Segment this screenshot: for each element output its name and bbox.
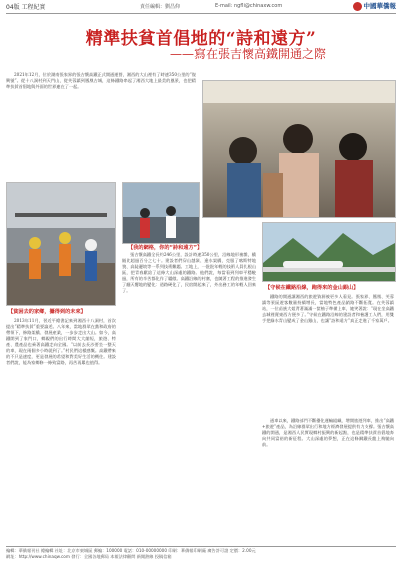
logo-icon: [353, 2, 362, 11]
masthead-logo: 中國華僑報: [353, 1, 397, 11]
headline-title: 精準扶貧首倡地的“詩和遠方”: [85, 29, 317, 49]
article-intro-text: 2021年12月，位於湖南張家界的張吉懷高鐵正式開通運營，湘西的大山裡有了時速350公里的“復興號”。從十八洞村到天門山，從芙蓉鎮到鳳凰古城，這條鐵路串起了湘西大地上最美的風景，也把精準扶貧首倡地與外面的世界連在了一起。: [6, 72, 196, 89]
page-footer: [6, 548, 396, 560]
photo-construction-crew-image: [7, 183, 115, 305]
page-label: 04版 工程紀實: [6, 4, 46, 11]
photo-rail-landscape-image: [263, 223, 395, 281]
photo-train-passengers-image: [203, 81, 395, 217]
headline-subtitle: ——寫在張吉懷高鐵開通之際: [170, 47, 327, 61]
column-1-text: 2013年11月，習近平總書記來到湘西十八洞村，首次提出“精準扶貧”重要論述。八年來，當地群眾在黨和政府的帶領下，修路架橋、發展產業，一步步走出大山。如今，高鐵開到了家門口，鄉親們的出行時間大大縮短，旅遊、特產、農產品也乘著高鐵走向全國。“以前去長沙要坐一整天的車，現在兩個多小時就到了。”村民們這樣感慨。高鐵帶來的不只是速度，更是發展的希望和對美好生活的嚮往。建設者們說，能為家鄉修一條致富路，再苦再累也值得。: [6, 318, 116, 365]
column-3-text: 鐵路的開通讓湘西的旅遊資源被更多人看見。張家界、鳳凰、芙蓉鎮等景區遊客數量持續增長，當地特色產品銷路不斷拓寬。在芙蓉鎮站，一位苗族大姐背著滿滿一筐柚子準備上車，她笑著說：“現在坐高鐵去城裡賣東西方便多了。”守候在鐵路沿線的建設者和養護工人們，用雙手把綠水青山變成了金山銀山，也讓“詩和遠方”真正走進了千家萬戶。: [262, 294, 394, 323]
article-column-1: [6, 318, 116, 544]
article-intro: [6, 72, 196, 174]
caption-center: 【我的網格，你的“詩和遠方”】: [128, 245, 203, 251]
photo-station-scene: [122, 182, 200, 244]
photo-train-passengers: [202, 80, 396, 218]
column-4-text: 通車以來，鐵路部門不斷優化運輸組織，增開旅遊列車，推出“高鐵+旅遊”產品，為沿線群眾出行和地方經濟發展提供有力支撐。張吉懷高鐵的開通，是湘西人民實現鄉村振興的新起點，也是精準扶貧首倡地奔向共同富裕的新征程。大山深處的夢想，正在這條鋼鐵長龍上飛馳向前。: [262, 418, 394, 447]
caption-left: 【貧困去的家鄉，攝得到的未來】: [8, 309, 86, 315]
article-column-2b: [202, 222, 258, 302]
photo-rail-landscape: [262, 222, 396, 282]
editor-email: E-mail: ngfli@chinaxw.com: [215, 3, 283, 9]
article-column-4: [262, 418, 394, 544]
editor-credit: 責任編輯：劉昌仰: [140, 4, 181, 10]
footer-rule: [6, 546, 396, 547]
caption-right: 【守候在鐵路沿線，跑得來的金山銀山】: [265, 285, 359, 291]
photo-station-scene-image: [123, 183, 199, 243]
page-header: [0, 0, 402, 14]
header-rule: [6, 13, 396, 14]
photo-construction-crew: [6, 182, 116, 306]
footer-line-1: 編輯：華僑報刊社 總編輯 社址：北京市東城區 郵編：100000 電話：010-00000000 印刷：華僑報印刷廠 廣告許可證 定價：2.00元: [6, 548, 256, 553]
footer-line-2: 網址：http://www.chinaqw.com 發行：全國各地郵局 本報法律顧問 新聞熱線 投稿信箱: [6, 554, 172, 559]
article-column-3: [262, 294, 394, 414]
column-2-text: 張吉懷高鐵全長約246公里，設計時速350公里，沿線地形複雜，橋隧比超過百分之七十。建設者們穿山越嶺、逢水架橋，克服了喀斯特地貌、高陡邊坡等一系列技術難題。工地上，一批批年輕的技術人員扎根山區，把青春獻給了這條大山深處的鐵路。他們說，每當看到列車平穩駛過，所有的辛苦都化作了驕傲。高鐵沿線的村寨，也隨著工程的推進發生了翻天覆地的變化：道路硬化了，民宿開起來了，外出務工的年輕人回來了。: [122, 252, 256, 293]
